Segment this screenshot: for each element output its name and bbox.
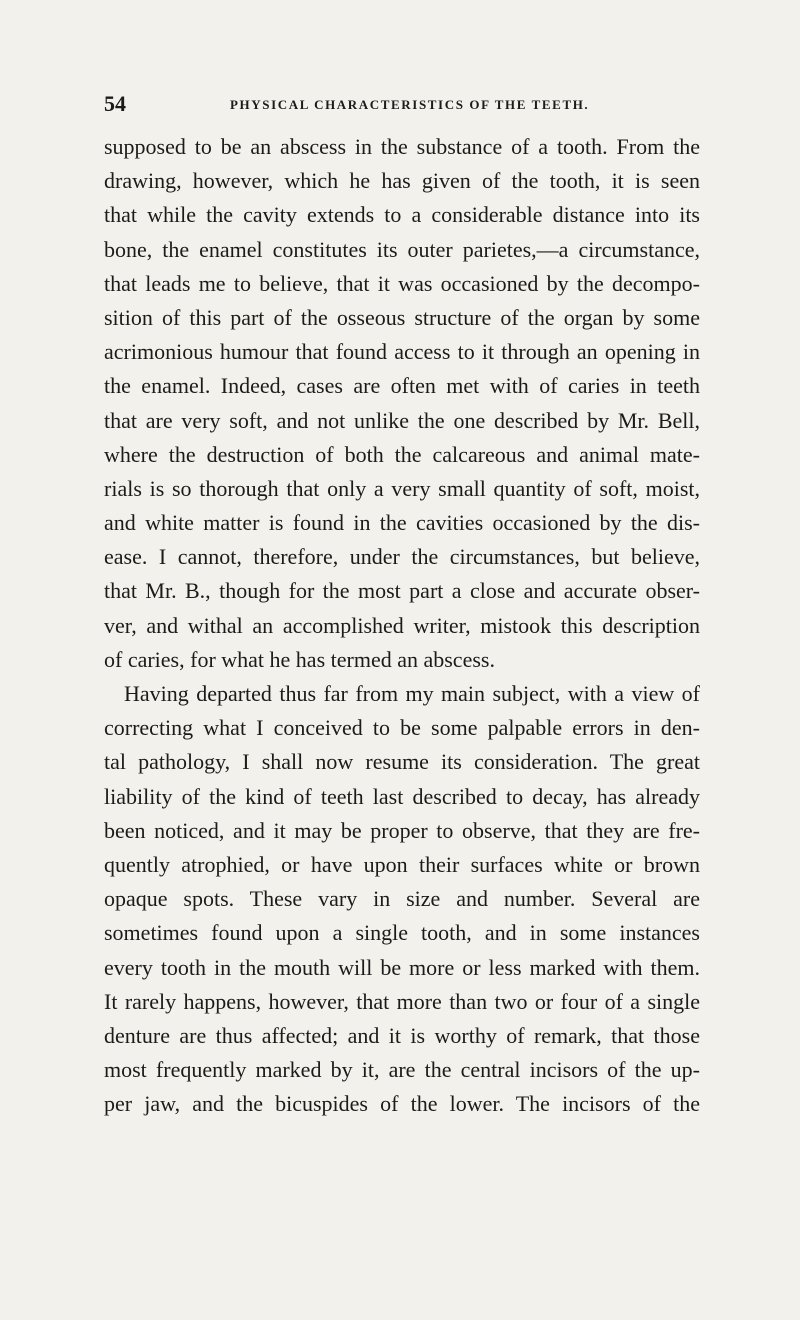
text-line: that leads me to believe, that it was occasioned by the decompo- bbox=[104, 270, 700, 296]
text-line: Having departed thus far from my main subject, with a view of bbox=[124, 681, 700, 706]
text-line: bone, the enamel constitutes its outer parietes,—a circumstance, bbox=[104, 236, 700, 262]
text-line: been noticed, and it may be proper to observe, that they are fre- bbox=[104, 817, 700, 843]
text-line: It rarely happens, however, that more than two or four of a single bbox=[104, 988, 700, 1014]
text-line: that while the cavity extends to a considerable distance into its bbox=[104, 202, 700, 228]
text-line: the enamel. Indeed, cases are often met with of caries in teeth bbox=[104, 373, 700, 399]
text-line: sometimes found upon a single tooth, and in some instances bbox=[104, 920, 700, 946]
text-line: and white matter is found in the cavities occasioned by the dis- bbox=[104, 510, 700, 536]
text-line: drawing, however, which he has given of the tooth, it is seen bbox=[104, 168, 700, 194]
text-line: ease. I cannot, therefore, under the circumstances, but believe, bbox=[104, 544, 700, 570]
text-line: opaque spots. These vary in size and number. Several are bbox=[104, 886, 700, 912]
text-line: that are very soft, and not unlike the one described by Mr. Bell, bbox=[104, 407, 700, 433]
text-line: rials is so thorough that only a very small quantity of soft, moist, bbox=[104, 475, 700, 501]
body-text bbox=[104, 130, 700, 1121]
text-line: most frequently marked by it, are the central incisors of the up- bbox=[104, 1057, 700, 1083]
text-line: denture are thus affected; and it is worthy of remark, that those bbox=[104, 1022, 700, 1048]
text-line: correcting what I conceived to be some palpable errors in den- bbox=[104, 715, 700, 741]
text-line: of caries, for what he has termed an abscess. bbox=[104, 646, 495, 672]
text-line: ver, and withal an accomplished writer, mistook this description bbox=[104, 612, 700, 638]
text-line: acrimonious humour that found access to it through an opening in bbox=[104, 339, 700, 365]
text-line: where the destruction of both the calcareous and animal mate- bbox=[104, 441, 700, 467]
text-line: quently atrophied, or have upon their surfaces white or brown bbox=[104, 851, 700, 877]
running-title: PHYSICAL CHARACTERISTICS OF THE TEETH. bbox=[230, 97, 590, 112]
text-line: liability of the kind of teeth last described to decay, has already bbox=[104, 783, 700, 809]
running-head bbox=[104, 92, 700, 116]
text-line: every tooth in the mouth will be more or less marked with them. bbox=[104, 954, 700, 980]
page-number: 54 bbox=[104, 91, 126, 116]
text-line: that Mr. B., though for the most part a close and accurate obser- bbox=[104, 578, 700, 604]
text-line: sition of this part of the osseous structure of the organ by some bbox=[104, 304, 700, 330]
text-line: supposed to be an abscess in the substance of a tooth. From the bbox=[104, 134, 700, 159]
text-line: tal pathology, I shall now resume its consideration. The great bbox=[104, 749, 700, 775]
text-line: per jaw, and the bicuspides of the lower. The incisors of the bbox=[104, 1091, 700, 1117]
